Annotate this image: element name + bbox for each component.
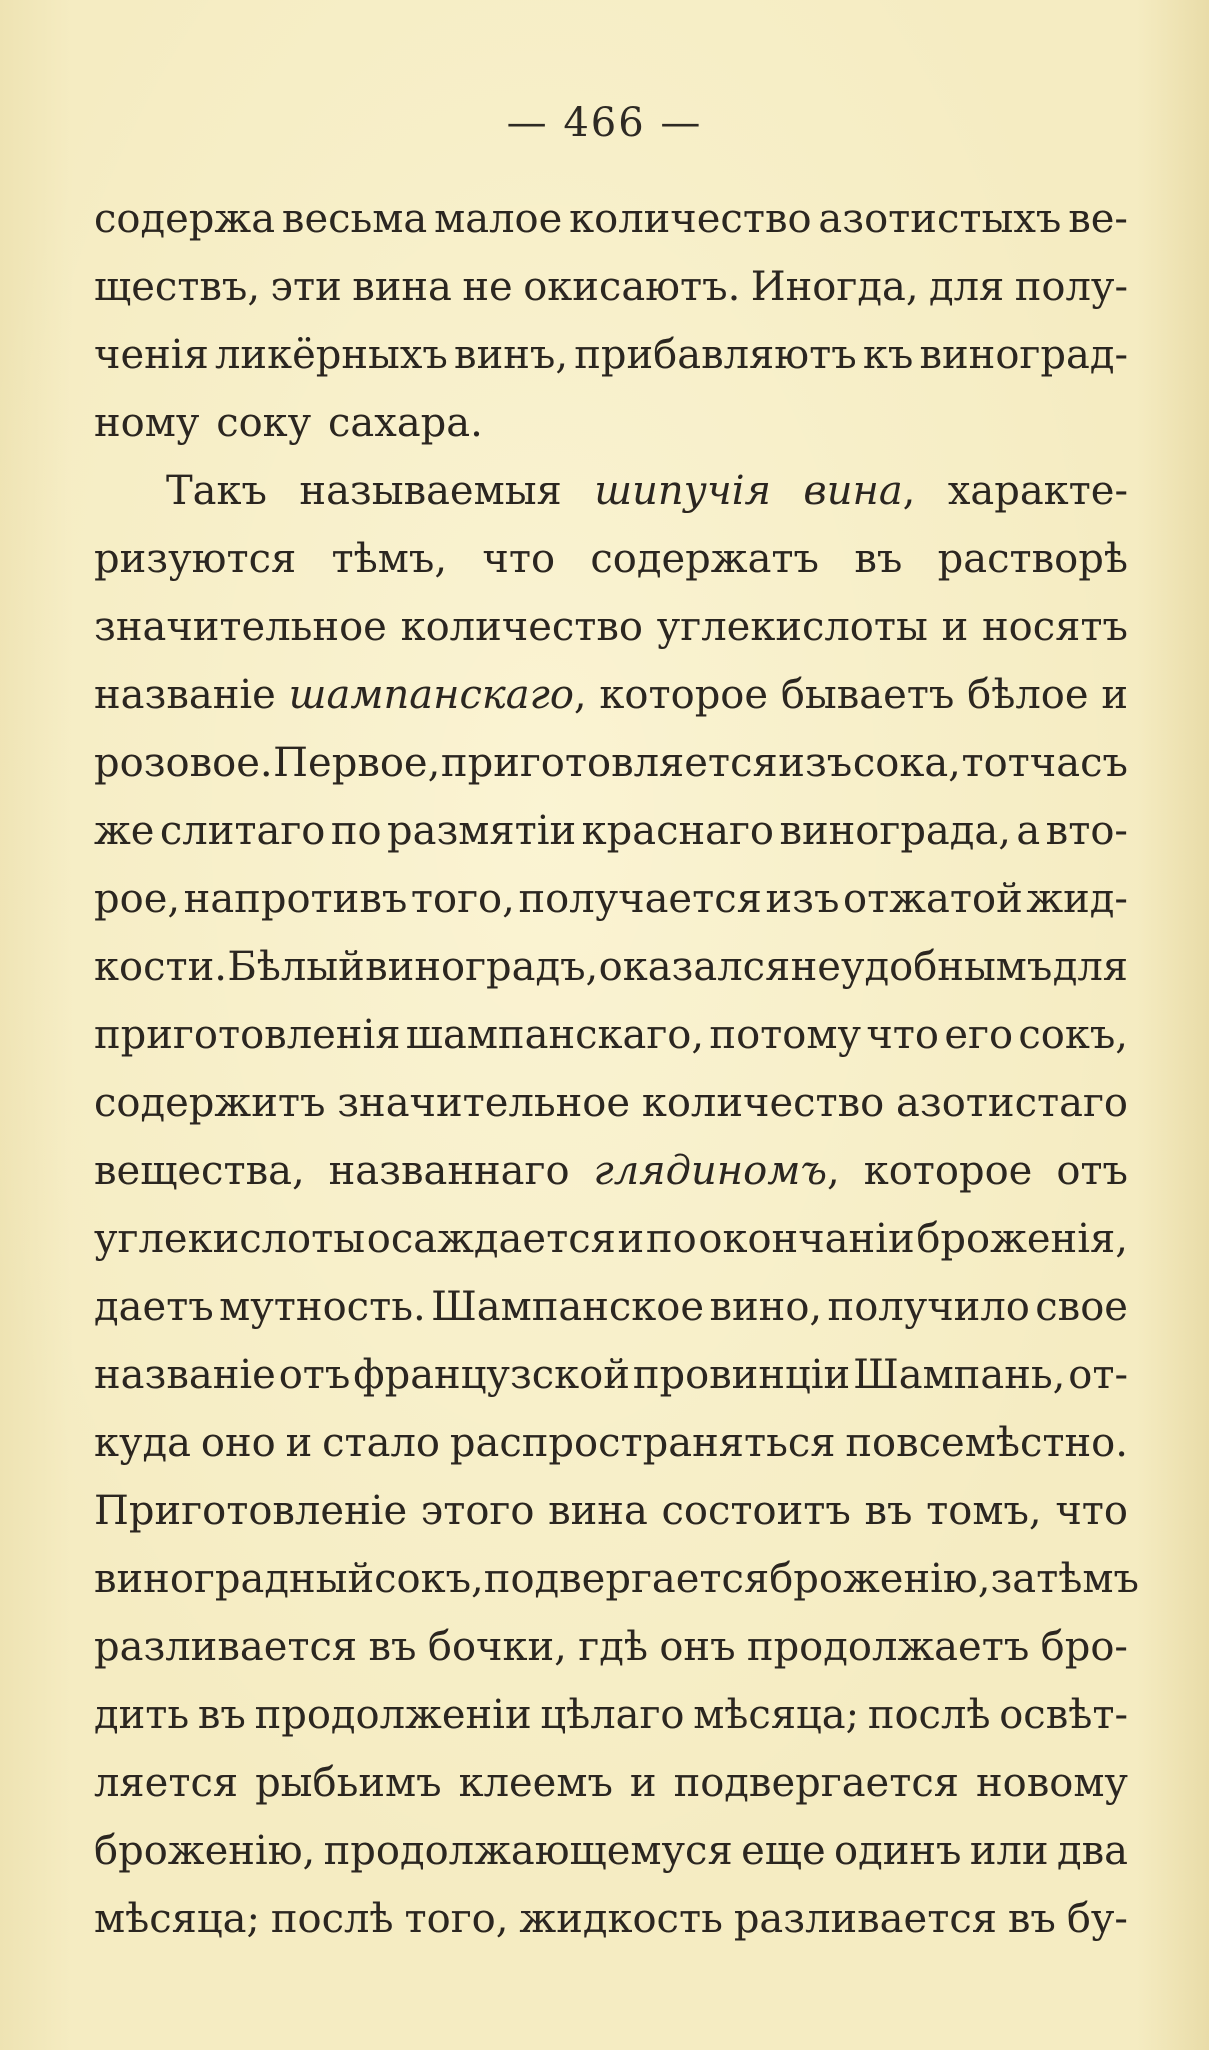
- word: виноградный: [94, 1556, 375, 1602]
- word: Иногда,: [750, 264, 919, 310]
- word: названнаго: [328, 1148, 570, 1194]
- word: шампанскаго,: [288, 672, 587, 718]
- word: виноград-: [919, 332, 1128, 378]
- word: что: [1055, 1488, 1128, 1534]
- text-line: [94, 1001, 1128, 1069]
- text-line: [94, 593, 1128, 661]
- word: жид-: [1026, 876, 1128, 922]
- text-line: [94, 1273, 1128, 1341]
- word: мутность.: [219, 1284, 426, 1330]
- word: повсемѣстно.: [845, 1420, 1128, 1466]
- word: же: [94, 808, 155, 854]
- word: прибавляютъ: [574, 332, 857, 378]
- word: краснаго: [581, 808, 775, 854]
- word: продолжающемуся: [323, 1828, 733, 1874]
- text-line: [94, 1477, 1128, 1545]
- text-line: [94, 321, 1128, 389]
- word: для: [929, 264, 1005, 310]
- word: еще: [741, 1828, 826, 1874]
- word: вино,: [709, 1284, 823, 1330]
- word: бу-: [1066, 1896, 1128, 1942]
- word: которое: [599, 672, 769, 718]
- word: не: [462, 264, 513, 310]
- word: сокъ,: [1018, 1012, 1128, 1058]
- body-text: [94, 185, 1139, 1953]
- word: въ: [197, 1692, 246, 1738]
- word: оказался: [598, 944, 791, 990]
- word: кости.: [94, 944, 227, 990]
- word: и: [617, 1216, 645, 1262]
- page-number: — 466 —: [506, 100, 703, 146]
- word: броженія,: [916, 1216, 1128, 1262]
- word: тотчасъ: [961, 740, 1128, 786]
- text-line: [94, 253, 1128, 321]
- word: этого: [420, 1488, 535, 1534]
- word: шипучія: [594, 468, 771, 514]
- word: винъ,: [454, 332, 569, 378]
- word: Шампанское: [431, 1284, 705, 1330]
- word: а: [1016, 808, 1041, 854]
- word: цѣлаго: [540, 1692, 685, 1738]
- word: вина,: [803, 468, 916, 514]
- word: одинъ: [833, 1828, 962, 1874]
- word: что: [866, 1012, 939, 1058]
- word: которое: [863, 1148, 1033, 1194]
- word: размятіи: [386, 808, 577, 854]
- word: слитаго: [159, 808, 326, 854]
- word: ществъ,: [94, 264, 261, 310]
- word: осаждается: [366, 1216, 616, 1262]
- word: рыбьимъ: [255, 1760, 442, 1806]
- word: растворѣ: [937, 536, 1128, 582]
- text-line: [94, 1069, 1128, 1137]
- word: шампанскаго,: [405, 1012, 705, 1058]
- word: и: [941, 604, 969, 650]
- word: куда: [94, 1420, 192, 1466]
- word: ликёрныхъ: [215, 332, 448, 378]
- word: въ: [368, 1624, 417, 1670]
- word: азотистыхъ: [818, 196, 1062, 242]
- word: содержитъ: [94, 1080, 326, 1126]
- punctuation: ,: [573, 672, 587, 718]
- word: затѣмъ: [990, 1556, 1139, 1602]
- word: глядиномъ,: [593, 1148, 840, 1194]
- word: приготовляется: [440, 740, 778, 786]
- word: вто-: [1045, 808, 1128, 854]
- word: къ: [862, 332, 914, 378]
- word: клеемъ: [458, 1760, 613, 1806]
- word: его: [944, 1012, 1014, 1058]
- punctuation: ,: [827, 1148, 840, 1194]
- word: характе-: [947, 468, 1128, 514]
- word: томъ,: [926, 1488, 1042, 1534]
- word: броженію,: [94, 1828, 316, 1874]
- word: для: [1052, 944, 1128, 990]
- word: бываетъ: [780, 672, 955, 718]
- word: Первое,: [273, 740, 441, 786]
- word: ляется: [94, 1760, 239, 1806]
- word: соку: [216, 400, 312, 446]
- word: вещества,: [94, 1148, 305, 1194]
- word: весьма: [281, 196, 428, 242]
- word: количество: [400, 604, 643, 650]
- word: розовое.: [94, 740, 273, 786]
- word: названіе: [94, 672, 276, 718]
- word: напротивъ: [183, 876, 408, 922]
- word: дить: [94, 1692, 190, 1738]
- word: изъ: [765, 876, 840, 922]
- word: бро-: [1040, 1624, 1128, 1670]
- text-line: [94, 1545, 1139, 1613]
- word: или: [969, 1828, 1049, 1874]
- word: тѣмъ,: [331, 536, 448, 582]
- word: гдѣ: [578, 1624, 648, 1670]
- text-line: [94, 389, 1128, 457]
- word: углекислоты: [656, 604, 928, 650]
- word: называемыя: [299, 468, 562, 514]
- word: отжатой: [843, 876, 1023, 922]
- word: даетъ: [94, 1284, 214, 1330]
- word: того,: [404, 1896, 509, 1942]
- word: продолжаетъ: [746, 1624, 1030, 1670]
- word: получило: [827, 1284, 1030, 1330]
- word: полу-: [1014, 264, 1128, 310]
- text-line: [94, 661, 1128, 729]
- word: освѣт-: [999, 1692, 1128, 1738]
- word: вина: [548, 1488, 648, 1534]
- word: стало: [322, 1420, 441, 1466]
- word: Такъ: [166, 468, 267, 514]
- word: носятъ: [982, 604, 1128, 650]
- word: провинціи: [632, 1352, 851, 1398]
- text-line: [94, 1817, 1128, 1885]
- word: эти: [270, 264, 342, 310]
- word: углекислоты: [94, 1216, 366, 1262]
- text-line: [94, 1341, 1128, 1409]
- word: отъ: [1056, 1148, 1128, 1194]
- word: и: [1101, 672, 1128, 718]
- word: въ: [864, 1488, 913, 1534]
- word: и: [629, 1760, 657, 1806]
- word: изъ: [778, 740, 853, 786]
- word: неудобнымъ: [790, 944, 1053, 990]
- word: названіе: [94, 1352, 276, 1398]
- word: онъ: [659, 1624, 736, 1670]
- word: малое: [434, 196, 563, 242]
- word: что: [482, 536, 556, 582]
- word: жидкость: [519, 1896, 723, 1942]
- word: броженію,: [769, 1556, 991, 1602]
- word: мѣсяца;: [94, 1896, 260, 1942]
- text-line: [94, 1681, 1128, 1749]
- word: по: [330, 808, 382, 854]
- text-line: [94, 1885, 1128, 1953]
- word: французской: [353, 1352, 630, 1398]
- word: свое: [1035, 1284, 1128, 1330]
- word: бочки,: [427, 1624, 567, 1670]
- word: вина: [352, 264, 452, 310]
- text-line: [94, 933, 1128, 1001]
- word: мѣсяца;: [693, 1692, 860, 1738]
- word: ве-: [1068, 196, 1128, 242]
- text-line: [94, 1409, 1128, 1477]
- word: Бѣлый: [227, 944, 365, 990]
- word: ному: [94, 400, 200, 446]
- word: подвергается: [673, 1760, 959, 1806]
- text-line: [94, 729, 1128, 797]
- punctuation: ,: [902, 468, 916, 514]
- word: содержатъ: [590, 536, 820, 582]
- word: послѣ: [270, 1896, 394, 1942]
- word: сока,: [852, 740, 961, 786]
- word: сахара.: [328, 400, 483, 446]
- word: ризуются: [94, 536, 297, 582]
- word: разливается: [733, 1896, 997, 1942]
- word: новому: [975, 1760, 1128, 1806]
- text-line: [94, 1749, 1128, 1817]
- word: азотистаго: [896, 1080, 1128, 1126]
- word: Шампань,: [853, 1352, 1066, 1398]
- word: приготовленія: [94, 1012, 401, 1058]
- word: по: [645, 1216, 697, 1262]
- word: и: [285, 1420, 313, 1466]
- text-line: [94, 865, 1128, 933]
- word: Приготовленіе: [94, 1488, 408, 1534]
- word: количество: [641, 1080, 885, 1126]
- word: того,: [410, 876, 515, 922]
- word: бѣлое: [967, 672, 1089, 718]
- word: въ: [1007, 1896, 1056, 1942]
- word: распространяться: [449, 1420, 836, 1466]
- word: состоитъ: [661, 1488, 851, 1534]
- text-line: [94, 1205, 1128, 1273]
- word: содержа: [94, 196, 276, 242]
- word: значительное: [94, 604, 387, 650]
- word: ченія: [94, 332, 209, 378]
- word: окисаютъ.: [523, 264, 741, 310]
- word: разливается: [94, 1624, 358, 1670]
- word: подвергается: [483, 1556, 770, 1602]
- word: винограда,: [779, 808, 1011, 854]
- word: оно: [200, 1420, 276, 1466]
- word: два: [1056, 1828, 1128, 1874]
- text-line: [94, 1613, 1128, 1681]
- word: от-: [1068, 1352, 1128, 1398]
- word: въ: [854, 536, 903, 582]
- text-line: [94, 797, 1128, 865]
- word: продолженіи: [254, 1692, 532, 1738]
- text-line: [94, 525, 1128, 593]
- word: количество: [569, 196, 812, 242]
- word: окончаніи: [698, 1216, 915, 1262]
- word: послѣ: [867, 1692, 991, 1738]
- word: получается: [518, 876, 762, 922]
- word: потому: [709, 1012, 862, 1058]
- text-line: [94, 1137, 1128, 1205]
- text-line: [94, 457, 1128, 525]
- word: виноградъ,: [365, 944, 599, 990]
- text-line: [94, 185, 1128, 253]
- word: отъ: [278, 1352, 351, 1398]
- word: значительное: [337, 1080, 631, 1126]
- word: сокъ,: [374, 1556, 484, 1602]
- word: рое,: [94, 876, 181, 922]
